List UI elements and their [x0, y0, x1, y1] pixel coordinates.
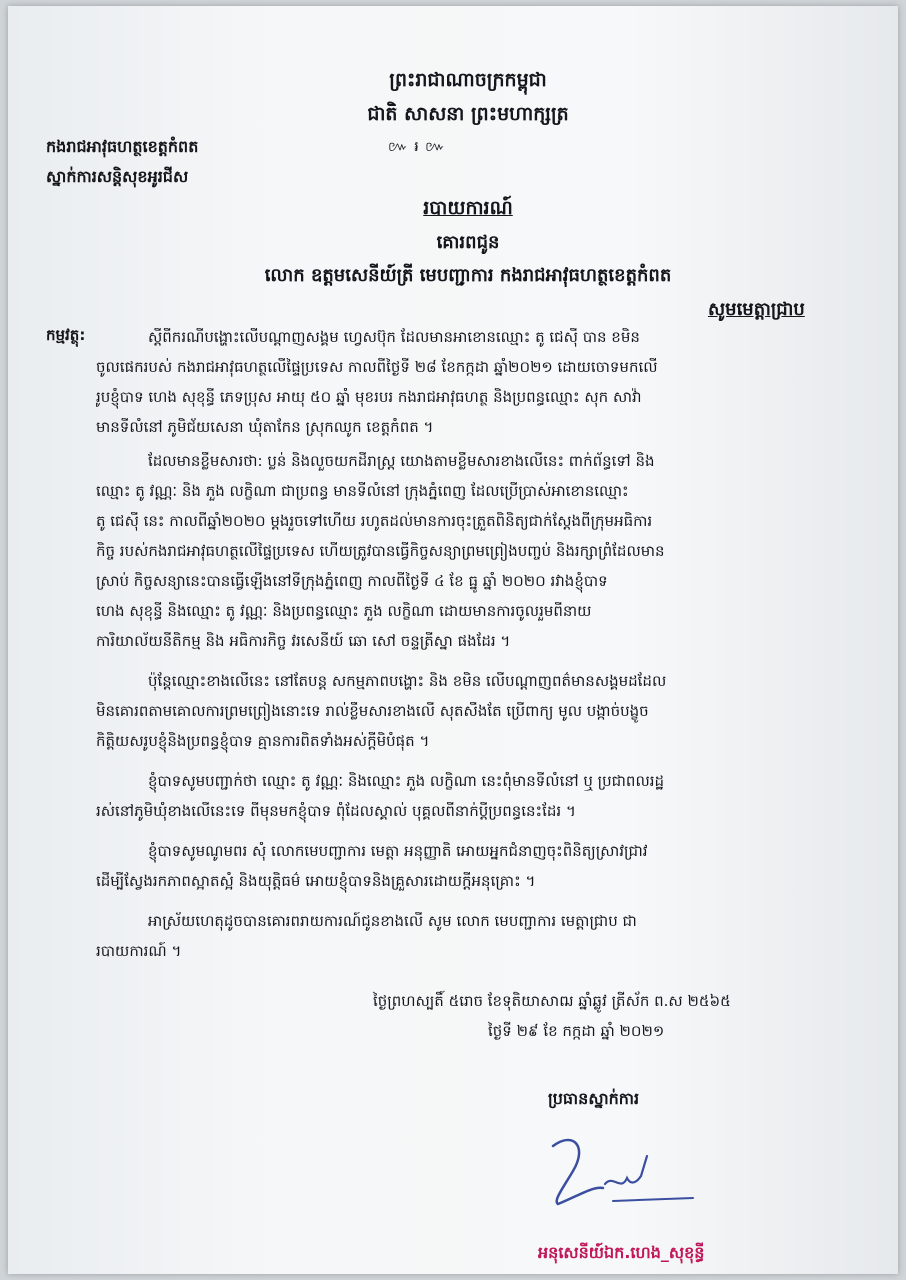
handwritten-signature	[543, 1126, 703, 1226]
chief-title: ប្រធានស្នាក់ការ	[548, 1089, 640, 1108]
national-motto: ជាតិ សាសនា ព្រះមហាក្សត្រ	[367, 103, 569, 125]
kingdom-title: ព្រះរាជាណាចក្រកម្ពុជា	[389, 69, 547, 91]
body-line: ស្តីពីករណីបង្ហោះលើបណ្តាញសង្គម ហ្វេសប៊ុក ដែលមានអាខោនឈ្មោះ តូ ជេស៊ី បាន ខមិន	[148, 328, 640, 346]
solar-date: ថ្ងៃទី ២៩ ខែ កក្កដា ឆ្នាំ ២០២១	[488, 1022, 665, 1040]
body-line: កិត្តិយសរូបខ្ញុំនិងប្រពន្ធខ្ញុំបាទ គ្មានការពិតទាំងអស់ក្តីមិបំផុត ។	[96, 732, 430, 750]
body-line: របាយការណ៍ ។	[96, 942, 182, 960]
body-line: ឈ្មោះ តូ វណ្ណៈ និង ភួង លក្ខិណា ជាប្រពន្ធ មានទីលំនៅ ក្រុងភ្នំពេញ ដែលប្រើប្រាស់អាខោនឈ្មោះ	[96, 482, 629, 500]
body-line: ខ្ញុំបាទសូមណូមពរ សុំ លោកមេបញ្ជាការ មេត្តា អនុញ្ញាតិ អោយអ្នកជំនាញចុះពិនិត្យស្រាវជ្រាវ	[148, 842, 648, 860]
body-line: ខ្ញុំបាទសូមបញ្ជាក់ថា ឈ្មោះ តូ វណ្ណៈ និងឈ្មោះ ភួង លក្ខិណា នេះពុំមានទីលំនៅ ឬ ប្រជាពលរដ្ឋ	[148, 772, 665, 790]
respectfully-to: គោរពជូន	[436, 232, 500, 253]
body-line: ប៉ុន្តែឈ្មោះខាងលើនេះ នៅតែបន្ត សកម្មភាពបង្ហោះ និង ខមិន លើបណ្តាញពត៌មានសង្គមដដែល	[148, 672, 667, 690]
body-line: រូបខ្ញុំបាទ ហេង សុខុន្ធី ភេទប្រុស អាយុ ៥០ ឆ្នាំ មុខរបរ កងរាជអាវុធហត្ថ និងប្រពន្ធឈ្មោះ សុក សាវ៉ា	[96, 388, 642, 406]
addressee-line: លោក ឧត្តមសេនីយ៍ត្រី មេបញ្ជាការ កងរាជអាវុធហត្ថខេត្តកំពត	[264, 265, 672, 286]
subject-label: កម្មវត្ថុ:	[46, 326, 86, 344]
body-line: មិនគោរពតាមគោលការព្រមព្រៀងនោះទេ រាល់ខ្លឹមសារខាងលើ សុតសឹងតែ ប្រើពាក្យ មូល បង្កាច់បង្ខូច	[96, 702, 649, 720]
body-line: ស្រាប់ កិច្ចសន្យានេះបានធ្វើឡើងនៅទីក្រុងភ្នំពេញ កាលពីថ្ងៃទី ៤ ខែ ធ្នូ ឆ្នាំ ២០២០ រវាងខ្ញុំបាទ	[96, 572, 608, 590]
ornament-divider: ៚ ៛ ៚	[388, 139, 446, 155]
body-line: ដែលមានខ្លឹមសារថា: ប្លន់ និងលួចយកដីរាស្ត្រ យោងតាមខ្លឹមសារខាងលើនេះ ពាក់ព័ន្ធទៅ និង	[148, 452, 655, 470]
body-line: ដើម្បីស្វែងរកភាពស្អាតស្អំ និងយុត្តិធម៌ អោយខ្ញុំបាទនិងគ្រួសារដោយក្តីអនុគ្រោះ ។	[96, 872, 536, 890]
body-line: កិច្ច របស់កងរាជអាវុធហត្ថលើផ្ទៃប្រទេស ហើយត្រូវបានធ្វើកិច្ចសន្យាព្រមព្រៀងបញ្ចប់ និងរក្សាព្រំដែលមាន	[96, 542, 665, 560]
officer-name-stamp: អនុសេនីយ៍ឯក.ហេង_សុខុន្ធី	[538, 1243, 705, 1262]
document-page	[8, 6, 898, 1274]
sender-office: ស្នាក់ការសន្តិសុខអូរជីស	[46, 167, 189, 186]
please-note-label: សូមមេត្តាជ្រាប	[708, 299, 805, 320]
body-line: ការិយាល័យនីតិកម្ម និង អធិការកិច្ច វរសេនីយ៍ ឆោ សៅ ចន្ទត្រីស្នា ផងដែរ ។	[96, 632, 511, 650]
body-line: អាស្រ័យហេតុដូចបានគោរពរាយការណ៍ជូនខាងលើ សូម លោក មេបញ្ជាការ មេត្តាជ្រាប ជា	[148, 912, 637, 930]
body-line: តូ ជេស៊ី នេះ កាលពីឆ្នាំ២០២០ ម្តងរួចទៅហើយ រហូតដល់មានការចុះត្រួតពិនិត្យជាក់ស្តែងពីក្រុមអធិការ	[96, 512, 653, 530]
body-line: ចូលផេករបស់ កងរាជអាវុធហត្ថលើផ្ទៃប្រទេស កាលពីថ្ងៃទី ២៨ ខែកក្កដា ឆ្នាំ២០២១ ដោយចោទមកលើ	[96, 358, 658, 376]
body-line: ហេង សុខុន្ធី និងឈ្មោះ តូ វណ្ណៈ និងប្រពន្ធឈ្មោះ ភួង លក្ខិណា ដោយមានការចូលរួមពីនាយ	[96, 602, 592, 620]
body-line: មានទីលំនៅ ភូមិជ័យសេនា ឃុំតាកែន ស្រុកឈូក ខេត្តកំពត ។	[96, 418, 434, 436]
sender-organization: កងរាជអាវុធហត្ថខេត្តកំពត	[46, 137, 199, 156]
body-line: រស់នៅភូមិឃុំខាងលើនេះទេ ពីមុនមកខ្ញុំបាទ ពុំដែលស្គាល់ បុគ្គលពីនាក់ប្តីប្រពន្ធនេះដែរ ។	[96, 802, 576, 820]
lunar-date: ថ្ងៃព្រហស្បតិ៍ ៥រោច ខែទុតិយាសាឍ ឆ្នាំឆ្លូវ ត្រីស័ក ព.ស ២៥៦៥	[373, 992, 731, 1010]
report-title: របាយការណ៍	[423, 197, 513, 219]
